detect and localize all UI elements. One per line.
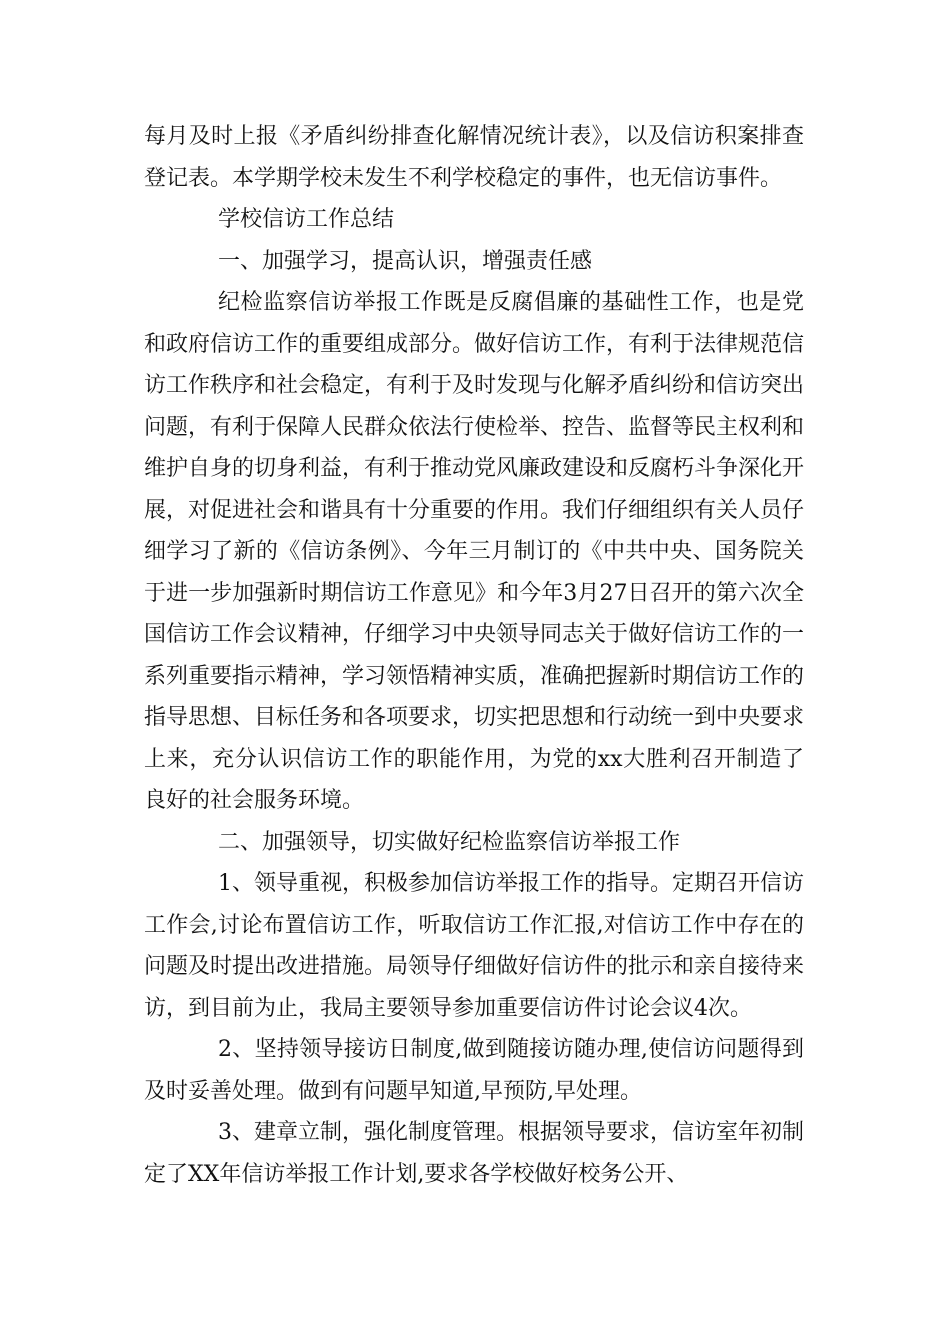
section-title: 学校信访工作总结 <box>218 207 395 232</box>
paragraph-continuation: 每月及时上报《矛盾纠纷排查化解情况统计表》，以及信访积案排查登记表。本学期学校未发生不利学校稳定的事件，也无信访事件。 <box>144 124 804 191</box>
document-body <box>144 116 804 1195</box>
heading-section-2: 二、加强领导，切实做好纪检监察信访举报工作 <box>218 829 681 855</box>
paragraph-item-3: 3、建章立制，强化制度管理。根据领导要求，信访室年初制定了XX年信访举报工作计划,要求各学校做好校务公开、 <box>144 1120 804 1187</box>
heading-section-1: 一、加强学习，提高认识，增强责任感 <box>218 248 593 274</box>
paragraph-body: 纪检监察信访举报工作既是反腐倡廉的基础性工作，也是党和政府信访工作的重要组成部分。做好信访工作，有利于法律规范信访工作秩序和社会稳定，有利于及时发现与化解矛盾纠纷和信访突出问题，有利于保障人民群众依法行使检举、控告、监督等民主权利和维护自身的切身利益，有利于推动党风廉政建设和反腐朽斗争深化开展，对促进社会和谐具有十分重要的作用。我们仔细组织有关人员仔细学习了新的《信访条例》、今年三月制订的《中共中央、国务院关于进一步加强新时期信访工作意见》和今年3月27日召开的第六次全国信访工作会议精神，仔细学习中央领导同志关于做好信访工作的一系列重要指示精神，学习领悟精神实质，准确把握新时期信访工作的指导思想、目标任务和各项要求，切实把思想和行动统一到中央要求上来，充分认识信访工作的职能作用，为党的xx大胜利召开制造了良好的社会服务环境。 <box>144 290 805 813</box>
paragraph-item-2: 2、坚持领导接访日制度,做到随接访随办理,使信访问题得到及时妥善处理。做到有问题早知道,早预防,早处理。 <box>144 1037 804 1104</box>
paragraph-item-1: 1、领导重视，积极参加信访举报工作的指导。定期召开信访工作会,讨论布置信访工作，听取信访工作汇报,对信访工作中存在的问题及时提出改进措施。局领导仔细做好信访件的批示和亲自接待来访，到目前为止，我局主要领导参加重要信访件讨论会议4次。 <box>144 871 805 1021</box>
